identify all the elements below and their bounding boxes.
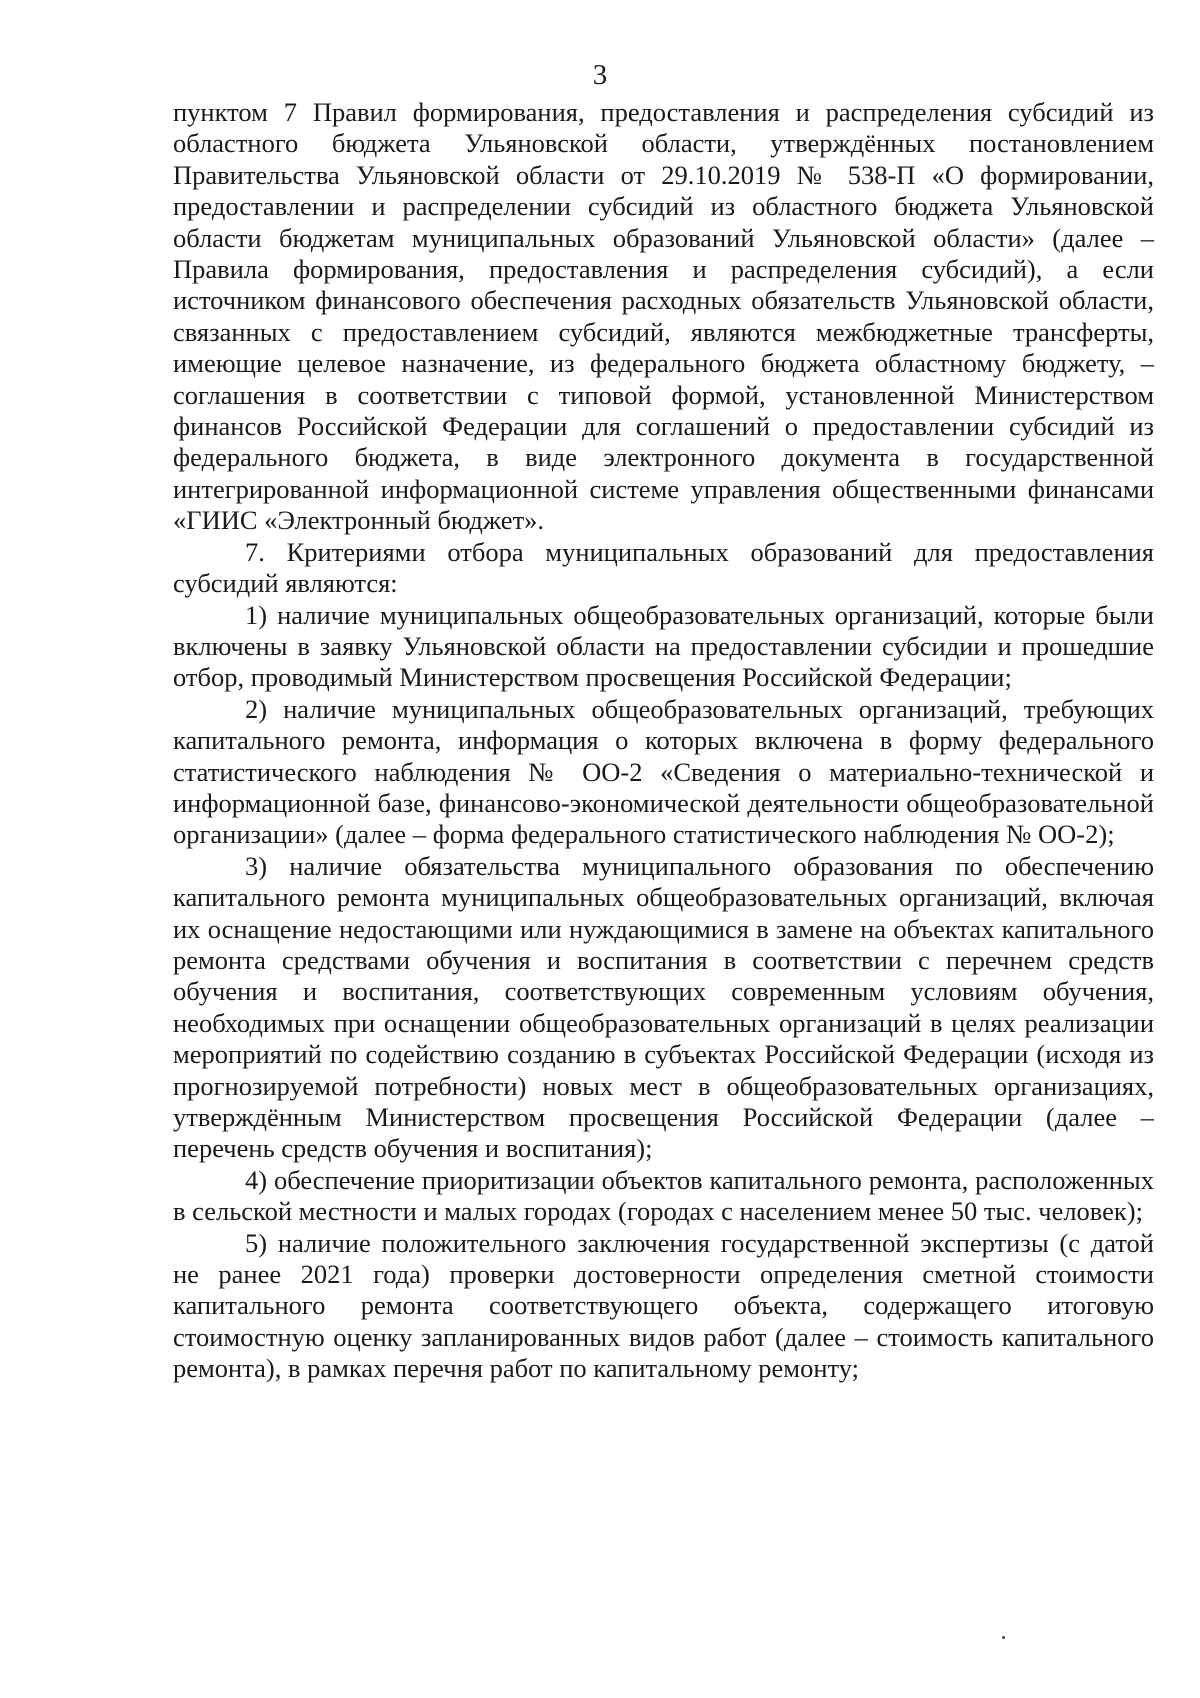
paragraph-criteria-intro: 7. Критериями отбора муниципальных образований для предоставления субсидий являются:	[173, 536, 1154, 599]
paragraph-criterion-1: 1) наличие муниципальных общеобразовательных организаций, которые были включены в заявку Ульяновской области на предоставлении субсидии и прошедшие отбор, проводимый Министерством просвещения Российской Федерации;	[173, 599, 1154, 693]
paragraph-criterion-2: 2) наличие муниципальных общеобразовательных организаций, требующих капитального ремонта, информация о которых включена в форму федерального статистического наблюдения № ОО-2 «Сведения о материально-технической и информационной базе, финансово-экономической деятельности общеобразовательной организации» (далее – форма федерального статистического наблюдения № ОО-2);	[173, 693, 1154, 850]
paragraph-continuation: пунктом 7 Правил формирования, предоставления и распределения субсидий из областного бюджета Ульяновской области, утверждённых постановлением Правительства Ульяновской области от 29.10.2019 № 538-П «О формировании, предоставлении и распределении субсидий из областного бюджета Ульяновской области бюджетам муниципальных образований Ульяновской области» (далее – Правила формирования, предоставления и распределения субсидий), а если источником финансового обеспечения расходных обязательств Ульяновской области, связанных с предоставлением субсидий, являются межбюджетные трансферты, имеющие целевое назначение, из федерального бюджета областному бюджету, – соглашения в соответствии с типовой формой, установленной Министерством финансов Российской Федерации для соглашений о предоставлении субсидий из федерального бюджета, в виде электронного документа в государственной интегрированной информационной системе управления общественными финансами «ГИИС «Электронный бюджет».	[173, 97, 1154, 536]
paragraph-criterion-3: 3) наличие обязательства муниципального образования по обеспечению капитального ремонта муниципальных общеобразовательных организаций, включая их оснащение недостающими или нуждающимися в замене на объектах капитального ремонта средствами обучения и воспитания в соответствии с перечнем средств обучения и воспитания, соответствующих современным условиям обучения, необходимых при оснащении общеобразовательных организаций в целях реализации мероприятий по содействию созданию в субъектах Российской Федерации (исходя из прогнозируемой потребности) новых мест в общеобразовательных организациях, утверждённым Министерством просвещения Российской Федерации (далее – перечень средств обучения и воспитания);	[173, 850, 1154, 1164]
scan-speck	[1002, 1636, 1005, 1639]
document-body	[173, 97, 1154, 1385]
page-number: 3	[592, 59, 608, 91]
paragraph-criterion-5: 5) наличие положительного заключения государственной экспертизы (с датой не ранее 2021 года) проверки достоверности определения сметной стоимости капитального ремонта соответствующего объекта, содержащего итоговую стоимостную оценку запланированных видов работ (далее – стоимость капитального ремонта), в рамках перечня работ по капитальному ремонту;	[173, 1227, 1154, 1384]
paragraph-criterion-4: 4) обеспечение приоритизации объектов капитального ремонта, расположенных в сельской местности и малых городах (городах с населением менее 50 тыс. человек);	[173, 1164, 1154, 1227]
